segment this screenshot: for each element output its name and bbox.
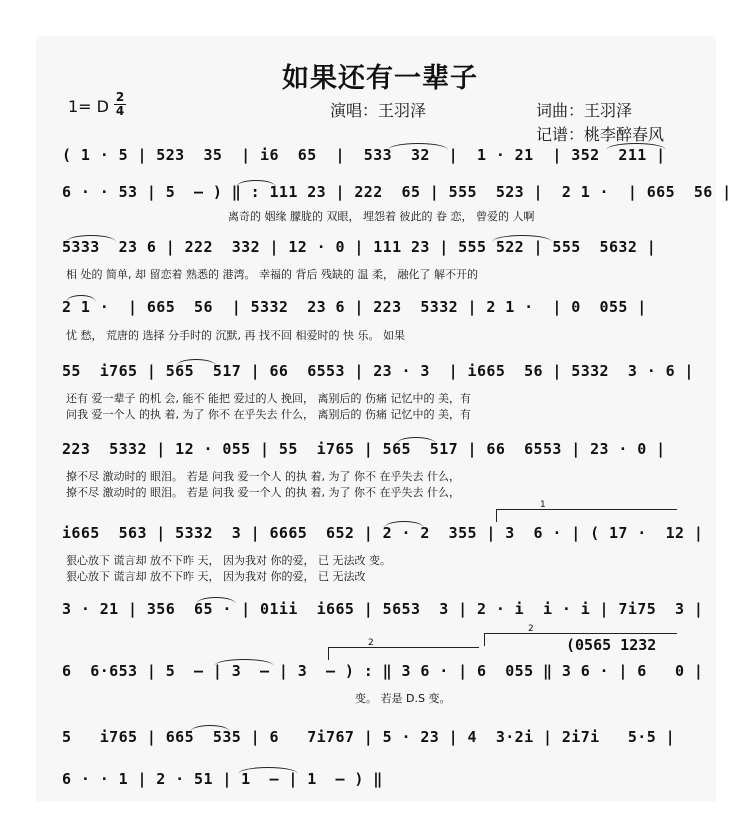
slur-arc	[196, 597, 236, 604]
lyric-line-9: 变。 若是 D.S 变。	[355, 692, 451, 705]
notation-line-6: 223 5332 | 12 · 055 | 55 i765 | 565 517 | 66 6553 | 23 · 0 |	[62, 440, 666, 458]
notation-line-3: 5333 23 6 | 222 332 | 12 · 0 | 111 23 | 555 522 | 555 5632 |	[62, 238, 657, 256]
notation-line-11: 6 · · 1 | 2 · 51 | 1 – | 1 – ) ‖	[62, 770, 383, 788]
time-signature	[114, 92, 126, 117]
lyric-line-5b: 问我 爱一个人 的执 着, 为了 你不 在乎失去 什么， 离别后的 伤痛 记忆中的 美，有	[66, 408, 471, 421]
lyric-music-credit: 词曲：王羽泽	[536, 101, 633, 120]
lyric-line-3: 相 处的 简单, 却 留恋着 熟悉的 港湾。 幸福的 背后 残缺的 温 柔， 融化了 解不开的	[66, 268, 478, 281]
song-title: 如果还有一辈子	[282, 63, 478, 94]
interlude-notes: (0565 1232	[566, 636, 657, 654]
slur-arc	[388, 143, 448, 150]
notation-line-5: 55 i765 | 565 517 | 66 6553 | 23 · 3 | i665 56 | 5332 3 · 6 |	[62, 362, 694, 380]
notation-line-4: 2 1 · | 665 56 | 5332 23 6 | 223 5332 | 2 1 · | 0 055 |	[62, 298, 647, 316]
volta-bracket-2a	[328, 647, 479, 660]
notation-line-10: 5 i765 | 665 535 | 6 7i767 | 5 · 23 | 4 3·2i | 2i7i 5·5 |	[62, 728, 675, 746]
volta-bracket-1	[496, 509, 677, 522]
slur-arc	[238, 767, 298, 774]
key-signature: 1= D	[68, 97, 109, 116]
lyric-line-6a: 撩不尽 激动时的 眼泪。 若是 问我 爱一个人 的执 着, 为了 你不 在乎失去 什么，	[66, 470, 460, 483]
slur-arc	[236, 180, 276, 187]
lyric-line-7a: 狠心放下 谎言却 放不下昨 天， 因为我对 你的爱， 已 无法改 变。	[66, 554, 391, 567]
slur-arc	[396, 437, 436, 444]
time-top: 2	[115, 90, 125, 104]
lyric-line-7b: 狠心放下 谎言却 放不下昨 天， 因为我对 你的爱， 已 无法改	[66, 570, 366, 583]
notation-line-1: ( 1 · 5 | 523 35 | i6 65 | 533 32 | 1 · 21 | 352 211 |	[62, 146, 666, 164]
slur-arc	[176, 359, 216, 366]
transcriber-credit: 记谱：桃李醉春风	[536, 125, 665, 144]
lyric-line-5a: 还有 爱一辈子 的机 会, 能不 能把 爱过的人 挽回， 离别后的 伤痛 记忆中的 美，有	[66, 392, 471, 405]
lyric-line-2: 离奇的 姻缘 朦胧的 双眼， 埋怨着 彼此的 眷 恋， 曾爱的 人啊	[228, 210, 535, 223]
slur-arc	[606, 143, 666, 150]
notation-line-7: i665 563 | 5332 3 | 6665 652 | 2 · 2 355 | 3 6 · | ( 17 · 12 |	[62, 524, 704, 542]
slur-arc	[66, 235, 116, 242]
slur-arc	[384, 521, 424, 528]
slur-arc	[214, 659, 274, 666]
time-bottom: 4	[115, 104, 125, 118]
slur-arc	[190, 725, 230, 732]
lyric-line-4: 忧 愁， 荒唐的 选择 分手时的 沉默, 再 找不回 相爱时的 快 乐。 如果	[66, 329, 405, 342]
singer-credit: 演唱：王羽泽	[330, 101, 427, 120]
notation-line-2: 6 · · 53 | 5 – ) ‖ : 111 23 | 222 65 | 555 523 | 2 1 · | 665 56 |	[62, 183, 732, 201]
lyric-line-6b: 撩不尽 激动时的 眼泪。 若是 问我 爱一个人 的执 着, 为了 你不 在乎失去 什么，	[66, 486, 460, 499]
slur-arc	[66, 295, 96, 302]
notation-line-8: 3 · 21 | 356 65 · | 01ii i665 | 5653 3 | 2 · i i · i | 7i75 3 |	[62, 600, 704, 618]
notation-line-9: 6 6·653 | 5 – | 3 – | 3 – ) : ‖ 3 6 · | 6 055 ‖ 3 6 · | 6 0 |	[62, 662, 704, 680]
volta-number-2a: 2	[368, 638, 374, 648]
volta-number-1: 1	[540, 500, 546, 510]
volta-number-2b: 2	[528, 624, 534, 634]
slur-arc	[492, 235, 552, 242]
